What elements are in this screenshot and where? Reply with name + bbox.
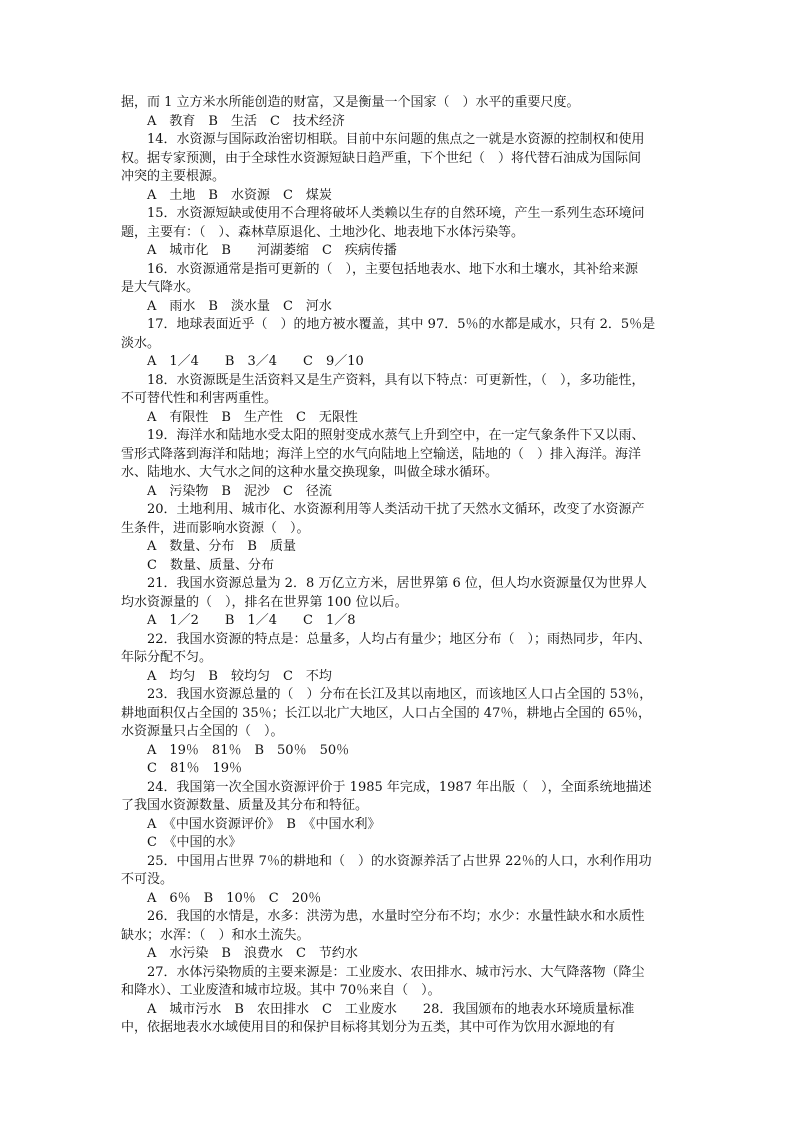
text-line: 了我国水资源数量、质量及其分布和特征。 — [121, 798, 369, 813]
options-line: A 水污染 B 浪费水 C 节约水 — [147, 946, 358, 961]
question-line: 27．水体污染物质的主要来源是：工业废水、农田排水、城市污水、大气降落物（降尘 — [147, 964, 645, 980]
question-line: 15．水资源短缺或使用不合理将破坏人类赖以生存的自然环境，产生一系列生态环境问 — [147, 206, 645, 221]
text-line: 耕地面积仅占全国的 35％；长江以北广大地区，人口占全国的 47％，耕地占全国的 65％， — [121, 705, 652, 721]
options-line: A 1／2 B 1／4 C 1／8 — [147, 613, 356, 628]
text-line: 据，而 1 立方米水所能创造的财富，又是衡量一个国家（ ）水平的重要尺度。 — [121, 95, 580, 110]
options-line: A 城市污水 B 农田排水 C 工业废水 28．我国颁布的地表水环境质量标准 — [147, 1001, 635, 1017]
text-line: 生条件，进而影响水资源（ ）。 — [121, 520, 310, 536]
question-line: 16．水资源通常是指可更新的（ ），主要包括地表水、地下水和土壤水，其补给来源 — [147, 261, 639, 277]
question-line: 18．水资源既是生活资料又是生产资料，具有以下特点：可更新性，（ ），多功能性， — [147, 372, 645, 388]
text-line: 题，主要有：（ ）、森林草原退化、土地沙化、地表地下水体污染等。 — [121, 224, 525, 240]
text-line: 是大气降水。 — [121, 280, 200, 295]
question-line: 23．我国水资源总量的（ ）分布在长江及其以南地区，而该地区人口占全国的 53％， — [147, 687, 653, 702]
options-line: A 数量、分布 B 质量 — [147, 539, 296, 554]
question-line: 22．我国水资源的特点是：总量多，人均占有量少；地区分布（ ）；雨热同步，年内、 — [147, 631, 652, 647]
options-line: C 《中国的水》 — [147, 835, 242, 850]
text-line: 均水资源量的（ ），排名在世界第 100 位以后。 — [121, 594, 408, 610]
text-line: 不可替代性和利害两重性。 — [121, 391, 278, 406]
options-line: A 土地 B 水资源 C 煤炭 — [147, 187, 332, 203]
question-line: 24．我国第一次全国水资源评价于 1985 年完成，1987 年出版（ ），全面系统地描述 — [147, 779, 652, 795]
options-line: A 《中国水资源评价》 B 《中国水利》 — [147, 816, 381, 832]
options-line: A 污染物 B 泥沙 C 径流 — [147, 483, 332, 499]
question-line: 25．中国用占世界 7％的耕地和（ ）的水资源养活了占世界 22％的人口，水利作用功 — [147, 853, 652, 869]
options-line: A 1／4 B 3／4 C 9／10 — [147, 354, 364, 369]
options-line: C 数量、质量、分布 — [147, 557, 274, 573]
text-line: 雪形式降落到海洋和陆地；海洋上空的水气向陆地上空输送，陆地的（ ）排入海洋。海洋 — [121, 446, 642, 462]
text-line: 水、陆地水、大气水之间的这种水量交换现象，叫做全球水循环。 — [121, 465, 499, 480]
question-line: 20．土地利用、城市化、水资源利用等人类活动干扰了天然水文循环，改变了水资源产 — [147, 502, 645, 517]
document-body — [121, 94, 676, 1038]
text-line: 淡水。 — [121, 335, 161, 351]
text-line: 权。据专家预测，由于全球性水资源短缺日趋严重，下个世纪（ ）将代替石油成为国际间 — [121, 150, 642, 166]
text-line: 水资源量只占全国的（ ）。 — [121, 724, 284, 739]
text-line: 不可没。 — [121, 872, 174, 887]
text-line: 缺水；水浑：（ ）和水土流失。 — [121, 927, 310, 943]
options-line: A 均匀 B 较均匀 C 不均 — [147, 668, 332, 684]
question-line: 19．海洋水和陆地水受太阳的照射变成水蒸气上升到空中，在一定气象条件下又以雨、 — [147, 428, 645, 443]
options-line: A 雨水 B 淡水量 C 河水 — [147, 298, 332, 314]
options-line: C 81％ 19％ — [147, 761, 243, 776]
question-line: 14．水资源与国际政治密切相联。目前中东问题的焦点之一就是水资源的控制权和使用 — [147, 132, 645, 147]
text-line: 冲突的主要根源。 — [121, 169, 226, 184]
options-line: A 教育 B 生活 C 技术经济 — [147, 113, 345, 129]
options-line: A 6％ B 10％ C 20％ — [147, 890, 322, 906]
text-line: 和降水）、工业废渣和城市垃圾。其中 70％来自（ ）。 — [121, 983, 441, 998]
options-line: A 有限性 B 生产性 C 无限性 — [147, 409, 358, 425]
text-line: 中，依据地表水水域使用目的和保护目标将其划分为五类，其中可作为饮用水源地的有 — [121, 1020, 616, 1035]
question-line: 21．我国水资源总量为 2．8 万亿立方米，居世界第 6 位，但人均水资源量仅为世界人 — [147, 576, 647, 591]
question-line: 26．我国的水情是，水多：洪涝为患，水量时空分布不均；水少：水量性缺水和水质性 — [147, 909, 645, 924]
question-line: 17．地球表面近乎（ ）的地方被水覆盖，其中 97．5％的水都是咸水，只有 2．5％是 — [147, 317, 656, 332]
options-line: A 19％ 81％ B 50％ 50％ — [147, 742, 350, 758]
text-line: 年际分配不匀。 — [121, 650, 213, 665]
options-line: A 城市化 B 河湖萎缩 C 疾病传播 — [147, 243, 397, 258]
